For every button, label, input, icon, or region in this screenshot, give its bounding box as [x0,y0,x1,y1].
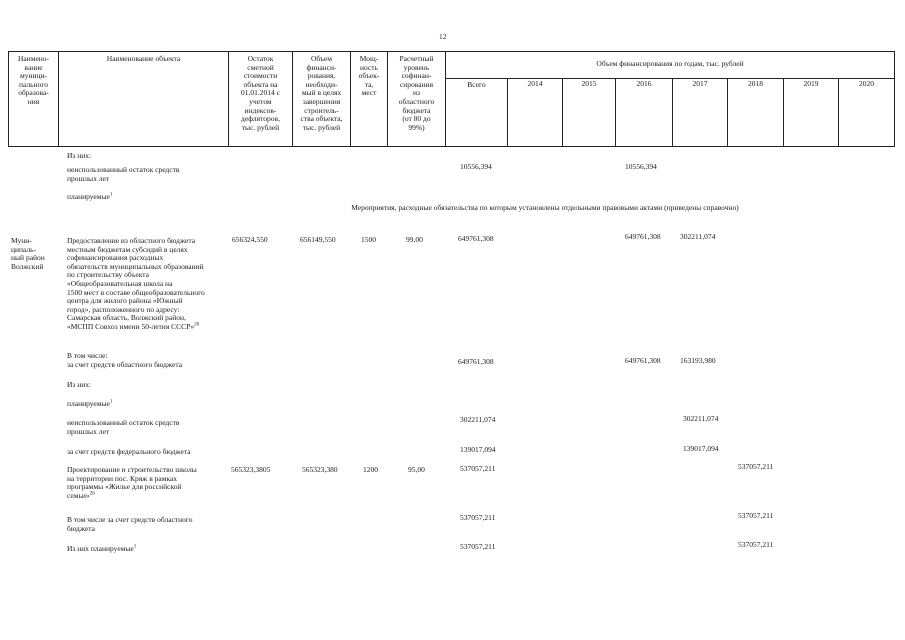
object-2-label [67,466,197,500]
of-them-planned-text: Из них планируемые [67,544,134,553]
header-year-2015: 2015 [581,79,597,88]
including-label: В том числе: за счет средств областного бюджета [67,351,183,369]
including-regional-total: 537057,211 [460,513,496,522]
including-regional-label: В том числе за счет средств областного бюджета [67,515,193,533]
planned-1-text: планируемые [67,192,110,201]
planned-2-text: планируемые [67,399,110,408]
header-cofinancing: Расчетный уровень софинан- сирования из областного бюджета (от 80 до 99%) [398,54,435,132]
footnote-mark: 1 [109,192,113,198]
district-label: Муни- ципаль- ный район Волжский [11,236,45,271]
object-1-note: 26 [194,322,200,328]
section-title: Мероприятия, расходные обязательства по которым установлены отдельными правовыми актами (приведены справочно) [351,203,739,212]
page-number: 12 [439,32,447,41]
object-2-text: Проектирование и строительство школы на территории пос. Кряж в рамках программы «Жилье для российской семьи» [67,465,197,500]
row-unused-balance-1-total: 10556,394 [460,162,492,171]
object-1-text: Предоставление из областного бюджета местным бюджетам субсидий в целях софинансирования расходных обязательств муниципальных образований по строительству объекта «Общеобразовательная школа на 1500 мест в составе общеобразовательного центра для жилого района «Южный город», расположенного по адресу: Самарская область, Волжский район, «МСПП Совхоз имени 50-летия СССР» [67,236,205,331]
object-2-note: 26 [89,491,95,497]
header-year-2019: 2019 [803,79,819,88]
table-top-border [8,51,895,52]
including-2017: 163193,980 [680,356,716,365]
footnote-mark-3: 1 [133,544,137,550]
header-year-2018: 2018 [748,79,763,88]
header-year-2016: 2016 [636,79,652,88]
row-unused-balance-1-2016: 10556,394 [625,162,657,171]
object-2-total: 537057,211 [460,464,496,473]
federal-2017: 139017,094 [683,444,719,453]
object-2-capacity: 1200 [363,465,378,474]
federal-total: 139017,094 [460,445,496,454]
header-by-years: Объем финансирования по годам, тыс. рублей [596,59,744,68]
object-1-2016: 649761,308 [625,232,661,241]
col-border-1 [58,51,59,147]
header-total: Всего [467,80,486,89]
object-2-remaining: 565323,3805 [231,465,271,474]
footnote-mark-2: 1 [109,399,113,405]
row-unused-balance-2-2017: 302211,074 [683,414,719,423]
row-planned-2-label [67,400,112,409]
row-unused-balance-2-label: неиспользованный остаток средств прошлых лет [67,418,180,436]
object-1-remaining: 656324,550 [232,235,268,244]
object-1-funding: 656149,550 [300,235,336,244]
object-2-2018: 537057,211 [738,462,774,471]
including-2016: 649761,308 [625,356,661,365]
object-2-funding: 565323,380 [302,465,338,474]
row-unused-balance-1-label: неиспользованный остаток средств прошлых лет [67,165,180,183]
row-of-them: Из них: [67,151,92,160]
table-header-bottom-border [8,146,895,147]
row-of-them-2: Из них: [67,380,92,389]
object-1-2017: 302211,074 [680,232,716,241]
of-them-planned-label [67,545,136,554]
years-header-divider [445,78,895,79]
header-year-2017: 2017 [692,79,708,88]
row-unused-balance-2-total: 302211,074 [460,415,496,424]
header-municipality: Наимено- вание муници- пального образова- ния [17,54,50,106]
header-remaining-cost: Остаток сметной стоимости объекта на 01.01.2014 с учетом индексов- дефляторов, тыс. рублей [241,54,280,132]
object-1-total: 649761,308 [458,234,494,243]
of-them-planned-2018: 537057,211 [738,540,774,549]
object-1-capacity: 1500 [361,235,376,244]
federal-label: за счет средств федерального бюджета [67,447,191,456]
header-object-name: Наименование объекта [106,54,181,63]
header-capacity: Мощ- ность объек- та, мест [358,54,380,98]
including-total: 649761,308 [458,357,494,366]
object-1-cofin: 99,00 [406,235,423,244]
col-border-14 [894,51,895,147]
header-year-2014: 2014 [527,79,543,88]
row-planned-1-label [67,193,112,202]
header-funding-volume: Объем финанси- рования, необходи- мый в целях завершения строитель- ства объекта, тыс. рублей [300,54,343,132]
object-1-label [67,237,205,332]
of-them-planned-total: 537057,211 [460,542,496,551]
object-2-cofin: 95,00 [408,465,425,474]
header-year-2020: 2020 [859,79,874,88]
including-regional-2018: 537057,211 [738,511,774,520]
